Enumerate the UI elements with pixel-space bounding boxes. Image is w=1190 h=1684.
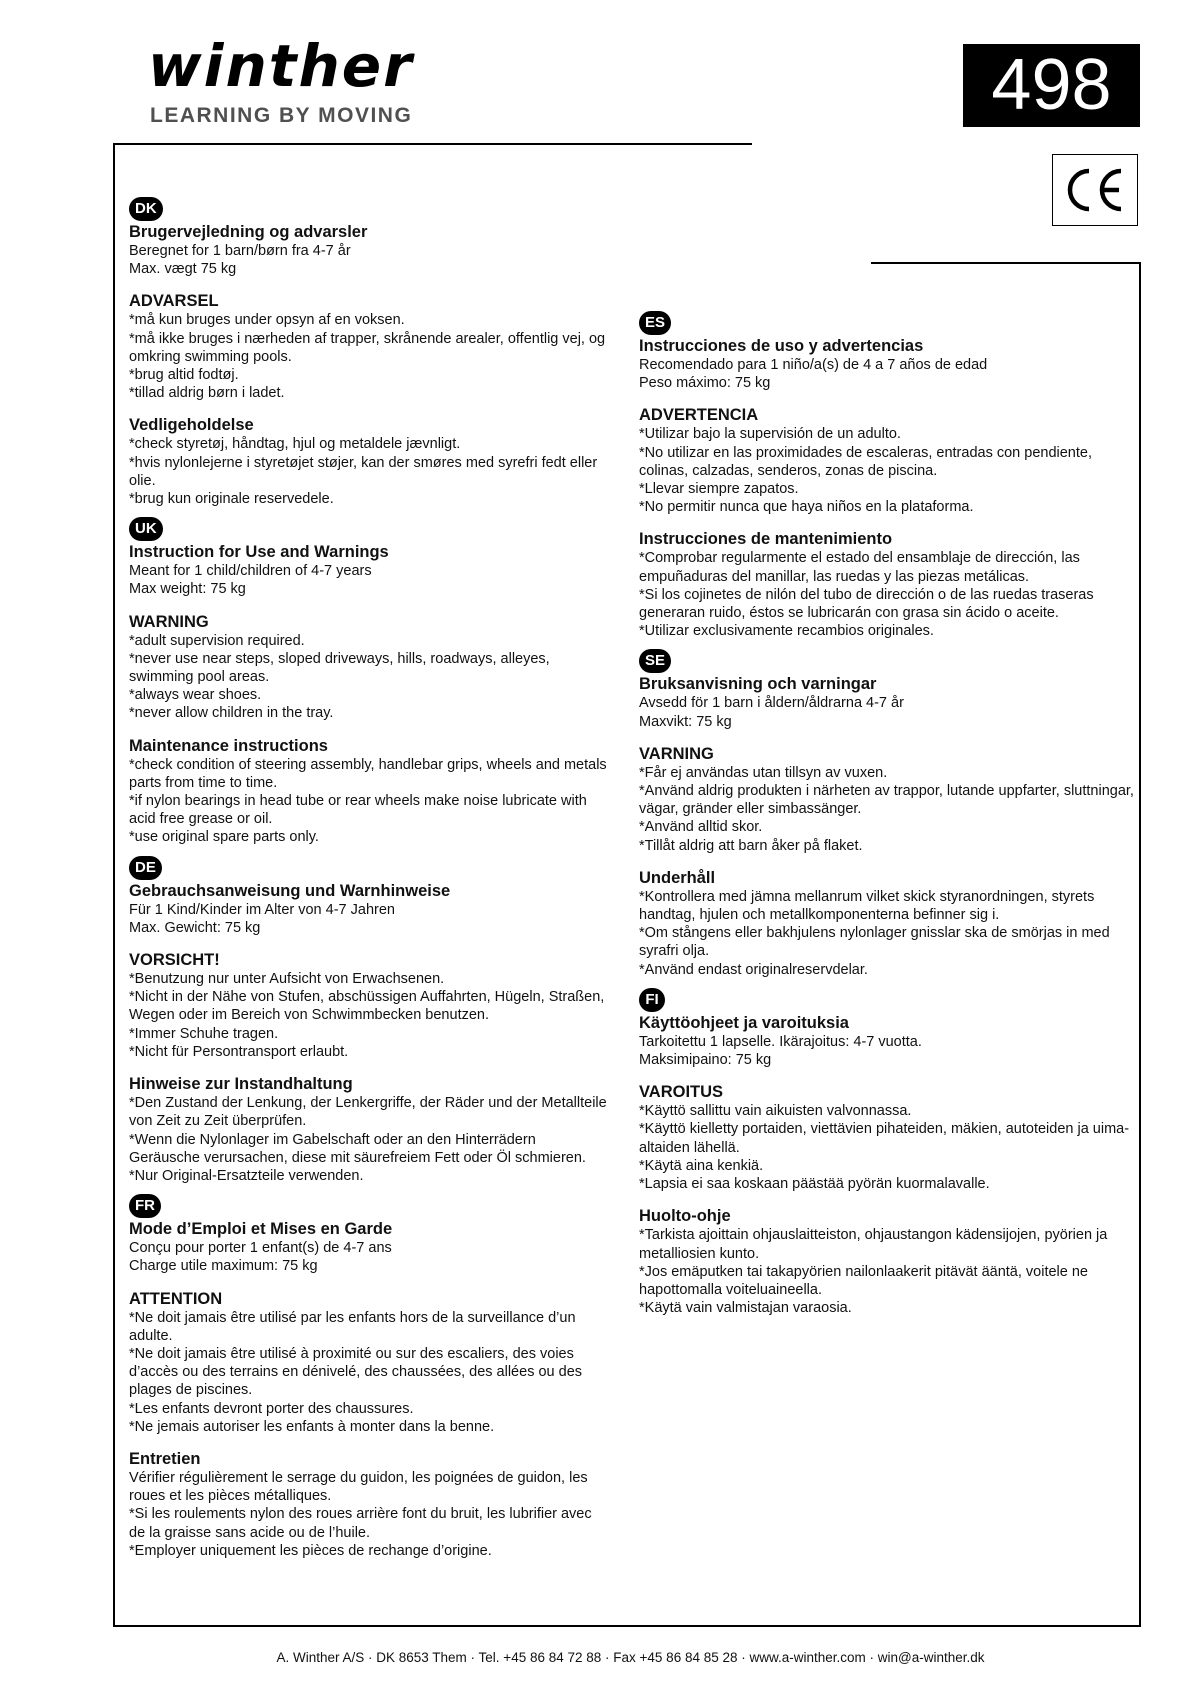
instruction-line: *brug kun originale reservedele. bbox=[129, 491, 334, 508]
section-title: Instruction for Use and Warnings bbox=[129, 543, 389, 562]
section-title: Bruksanvisning och varningar bbox=[639, 675, 877, 694]
subsection-heading: Maintenance instructions bbox=[129, 736, 328, 755]
frame-right bbox=[1139, 262, 1141, 1627]
language-badge: SE bbox=[639, 649, 671, 673]
instruction-line: *Utilizar bajo la supervisión de un adulto. bbox=[639, 426, 901, 443]
language-section-fi bbox=[639, 988, 1139, 1317]
subsection bbox=[129, 1450, 609, 1560]
subsection-heading: Vedligeholdelse bbox=[129, 416, 254, 435]
subsection bbox=[129, 416, 609, 508]
winther-logo-icon bbox=[148, 40, 538, 96]
footer-contact: A. Winther A/S · DK 8653 Them · Tel. +45 86 84 72 88 · Fax +45 86 84 85 28 · www.a-winther.com · win@a-winther.dk bbox=[276, 1650, 985, 1665]
intro-line: Maxvikt: 75 kg bbox=[639, 713, 732, 730]
subsection-heading: Hinweise zur Instandhaltung bbox=[129, 1075, 353, 1094]
intro-line: Max weight: 75 kg bbox=[129, 581, 246, 598]
language-section-fr bbox=[129, 1194, 609, 1560]
instruction-line: *tillad aldrig børn i ladet. bbox=[129, 385, 285, 402]
intro-line: Charge utile maximum: 75 kg bbox=[129, 1258, 318, 1275]
subsection-heading: Underhåll bbox=[639, 868, 716, 887]
instruction-line: *if nylon bearings in head tube or rear wheels make noise lubricate with acid free grease or oil. bbox=[129, 793, 587, 828]
instruction-line: *Ne doit jamais être utilisé à proximité ou sur des escaliers, des voies d’accès ou des terrains en dénivelé, des chaussées, des allées ou des plages de piscines. bbox=[129, 1345, 583, 1399]
subsection bbox=[129, 737, 609, 847]
model-number-badge: 498 bbox=[963, 44, 1140, 127]
subsection-heading: WARNING bbox=[129, 612, 209, 631]
instruction-line: *Om stångens eller bakhjulens nylonlager gnisslar ska de smörjas in med syrafri olja. bbox=[639, 925, 1110, 960]
instruction-line: *må kun bruges under opsyn af en voksen. bbox=[129, 312, 405, 329]
frame-bottom bbox=[113, 1625, 1141, 1627]
instruction-line: *brug altid fodtøj. bbox=[129, 367, 239, 384]
instruction-line: *Tillåt aldrig att barn åker på flaket. bbox=[639, 837, 863, 854]
language-section-de bbox=[129, 856, 609, 1185]
subsection bbox=[129, 951, 609, 1061]
subsection-heading: ADVERTENCIA bbox=[639, 406, 759, 425]
instruction-line: *Använd endast originalreservdelar. bbox=[639, 961, 868, 978]
instruction-line: *Nicht in der Nähe von Stufen, abschüssigen Auffahrten, Hügeln, Straßen, Wegen oder im Bereich von Schwimmbecken benutzen. bbox=[129, 989, 605, 1024]
instruction-line: *never use near steps, sloped driveways, hills, roadways, alleyes, swimming pool areas. bbox=[129, 650, 550, 686]
section-title: Brugervejledning og advarsler bbox=[129, 223, 368, 241]
instruction-line: *Ne jemais autoriser les enfants à monter dans la benne. bbox=[129, 1418, 495, 1435]
subsection-heading: VAROITUS bbox=[639, 1083, 724, 1102]
instruction-line: *Si les roulements nylon des roues arrière font du bruit, les lubrifier avec de la graisse sans acide ou de l’huile. bbox=[129, 1506, 592, 1541]
subsection bbox=[129, 292, 609, 402]
language-section-se bbox=[639, 649, 1139, 978]
language-section-es bbox=[639, 311, 1139, 640]
instruction-line: *No utilizar en las proximidades de escaleras, entradas con pendiente, colinas, calzadas, senderos, zonas de piscina. bbox=[639, 444, 1092, 479]
subsection-heading: Entretien bbox=[129, 1449, 201, 1468]
instruction-line: *never allow children in the tray. bbox=[129, 705, 334, 722]
language-badge: UK bbox=[129, 517, 163, 541]
subsection bbox=[639, 745, 1139, 855]
instruction-line: *Benutzung nur unter Aufsicht von Erwachsenen. bbox=[129, 971, 445, 988]
intro-line: Tarkoitettu 1 lapselle. Ikärajoitus: 4-7 vuotta. bbox=[639, 1033, 922, 1050]
instruction-line: *Käyttö kielletty portaiden, viettävien pihateiden, mäkien, autoteiden ja uima-altaiden lähellä. bbox=[639, 1121, 1130, 1156]
instruction-line: *Den Zustand der Lenkung, der Lenkergriffe, der Räder und der Metallteile von Zeit zu Zeit überprüfen. bbox=[129, 1095, 607, 1130]
instruction-line: *adult supervision required. bbox=[129, 632, 305, 649]
instruction-line: *always wear shoes. bbox=[129, 687, 262, 704]
language-section-dk bbox=[129, 197, 609, 508]
language-badge: ES bbox=[639, 311, 671, 335]
instruction-line: Vérifier régulièrement le serrage du guidon, les poignées de guidon, les roues et les pièces métalliques. bbox=[129, 1469, 588, 1505]
instruction-line: *Tarkista ajoittain ohjauslaitteiston, ohjaustangon kädensijojen, pyörien ja metalliosien kunto. bbox=[639, 1227, 1108, 1262]
brand-logo bbox=[148, 40, 538, 96]
intro-line: Recomendado para 1 niño/a(s) de 4 a 7 años de edad bbox=[639, 357, 988, 373]
instruction-line: *Les enfants devront porter des chaussures. bbox=[129, 1400, 414, 1417]
subsection-heading: Huolto-ohje bbox=[639, 1207, 731, 1226]
instruction-line: *Använd aldrig produkten i närheten av trappor, lutande uppfarter, sluttningar, vägar, gränder eller simbassänger. bbox=[639, 783, 1134, 818]
subsection bbox=[129, 1075, 609, 1185]
subsection bbox=[639, 406, 1139, 516]
instruction-line: *No permitir nunca que haya niños en la plataforma. bbox=[639, 499, 974, 516]
ce-mark bbox=[1052, 154, 1138, 226]
section-title: Gebrauchsanweisung und Warnhinweise bbox=[129, 881, 451, 900]
ce-mark-icon bbox=[1053, 155, 1136, 224]
subsection-heading: VARNING bbox=[639, 744, 714, 763]
left-column bbox=[129, 197, 609, 1569]
subsection-heading: Instrucciones de mantenimiento bbox=[639, 530, 893, 549]
instruction-line: *må ikke bruges i nærheden af trapper, skrånende arealer, offentlig vej, og omkring swimming pools. bbox=[129, 330, 606, 365]
instruction-line: *Jos emäputken tai takapyörien nailonlaakerit pitävät ääntä, voitele ne hapottomalla voiteluaineella. bbox=[639, 1263, 1088, 1298]
right-column bbox=[639, 311, 1139, 1326]
instruction-line: *use original spare parts only. bbox=[129, 829, 319, 846]
subsection bbox=[639, 1207, 1139, 1317]
intro-line: Conçu pour porter 1 enfant(s) de 4-7 ans bbox=[129, 1240, 392, 1257]
intro-line: Maksimipaino: 75 kg bbox=[639, 1052, 772, 1069]
section-title: Instrucciones de uso y advertencias bbox=[639, 337, 924, 355]
language-section-uk bbox=[129, 517, 609, 846]
instruction-line: *Nicht für Persontransport erlaubt. bbox=[129, 1043, 349, 1060]
tagline: LEARNING BY MOVING bbox=[150, 104, 413, 127]
instruction-line: *Immer Schuhe tragen. bbox=[129, 1025, 279, 1042]
instruction-line: *hvis nylonlejerne i styretøjet støjer, kan der smøres med syrefri fedt eller olie. bbox=[129, 454, 598, 489]
instruction-line: *Comprobar regularmente el estado del ensamblaje de dirección, las empuñaduras del manillar, las ruedas y las piezas metálicas. bbox=[639, 550, 1080, 585]
instruction-line: *Nur Original-Ersatzteile verwenden. bbox=[129, 1167, 364, 1184]
subsection bbox=[129, 613, 609, 723]
section-title: Mode d’Emploi et Mises en Garde bbox=[129, 1220, 393, 1239]
frame-top-left bbox=[113, 143, 752, 145]
instruction-line: *Käyttö sallittu vain aikuisten valvonnassa. bbox=[639, 1103, 912, 1120]
subsection bbox=[639, 869, 1139, 979]
subsection-heading: VORSICHT! bbox=[129, 951, 220, 970]
instruction-line: *Käytä vain valmistajan varaosia. bbox=[639, 1300, 852, 1317]
instruction-line: *Lapsia ei saa koskaan päästää pyörän kuormalavalle. bbox=[639, 1176, 990, 1193]
instruction-line: *Kontrollera med jämna mellanrum vilket skick styranordningen, styrets handtag, hjulen och metallkomponenterna befinner sig i. bbox=[639, 888, 1095, 924]
subsection-heading: ATTENTION bbox=[129, 1289, 223, 1308]
subsection-heading: ADVARSEL bbox=[129, 292, 219, 311]
subsection bbox=[639, 1083, 1139, 1193]
instruction-line: *Ne doit jamais être utilisé par les enfants hors de la surveillance d’un adulte. bbox=[129, 1309, 576, 1344]
instruction-line: *check condition of steering assembly, handlebar grips, wheels and metals parts from time to time. bbox=[129, 756, 607, 791]
instruction-line: *Wenn die Nylonlager im Gabelschaft oder an den Hinterrädern Geräusche verursachen, diese mit säurefreiem Fett oder Öl schmieren. bbox=[129, 1131, 586, 1166]
intro-line: Peso máximo: 75 kg bbox=[639, 375, 771, 392]
subsection bbox=[129, 1290, 609, 1436]
intro-line: Max. Gewicht: 75 kg bbox=[129, 919, 261, 936]
section-title: Käyttöohjeet ja varoituksia bbox=[639, 1013, 849, 1032]
brand-wordmark: winther bbox=[148, 40, 414, 96]
intro-line: Avsedd för 1 barn i åldern/åldrarna 4-7 år bbox=[639, 695, 904, 712]
instruction-line: *Käytä aina kenkiä. bbox=[639, 1157, 764, 1174]
language-badge: DK bbox=[129, 197, 163, 221]
frame-top-right bbox=[871, 262, 1141, 264]
instruction-line: *Utilizar exclusivamente recambios originales. bbox=[639, 623, 934, 640]
instruction-line: *Får ej användas utan tillsyn av vuxen. bbox=[639, 764, 888, 781]
subsection bbox=[639, 530, 1139, 640]
instruction-line: *Si los cojinetes de nilón del tubo de dirección o de las ruedas traseras generaran ruido, éstos se lubricarán con grasa sin ácido o aceite. bbox=[639, 586, 1094, 622]
language-badge: FR bbox=[129, 1194, 161, 1218]
instruction-line: *check styretøj, håndtag, hjul og metaldele jævnligt. bbox=[129, 436, 461, 453]
language-badge: FI bbox=[639, 988, 665, 1012]
language-badge: DE bbox=[129, 856, 162, 880]
intro-line: Für 1 Kind/Kinder im Alter von 4-7 Jahren bbox=[129, 901, 395, 918]
frame-left bbox=[113, 143, 115, 1627]
instruction-line: *Employer uniquement les pièces de rechange d’origine. bbox=[129, 1542, 492, 1559]
instruction-line: *Llevar siempre zapatos. bbox=[639, 481, 799, 498]
intro-line: Max. vægt 75 kg bbox=[129, 261, 237, 278]
instruction-line: *Använd alltid skor. bbox=[639, 819, 763, 836]
intro-line: Meant for 1 child/children of 4-7 years bbox=[129, 563, 372, 580]
intro-line: Beregnet for 1 barn/børn fra 4-7 år bbox=[129, 243, 351, 259]
